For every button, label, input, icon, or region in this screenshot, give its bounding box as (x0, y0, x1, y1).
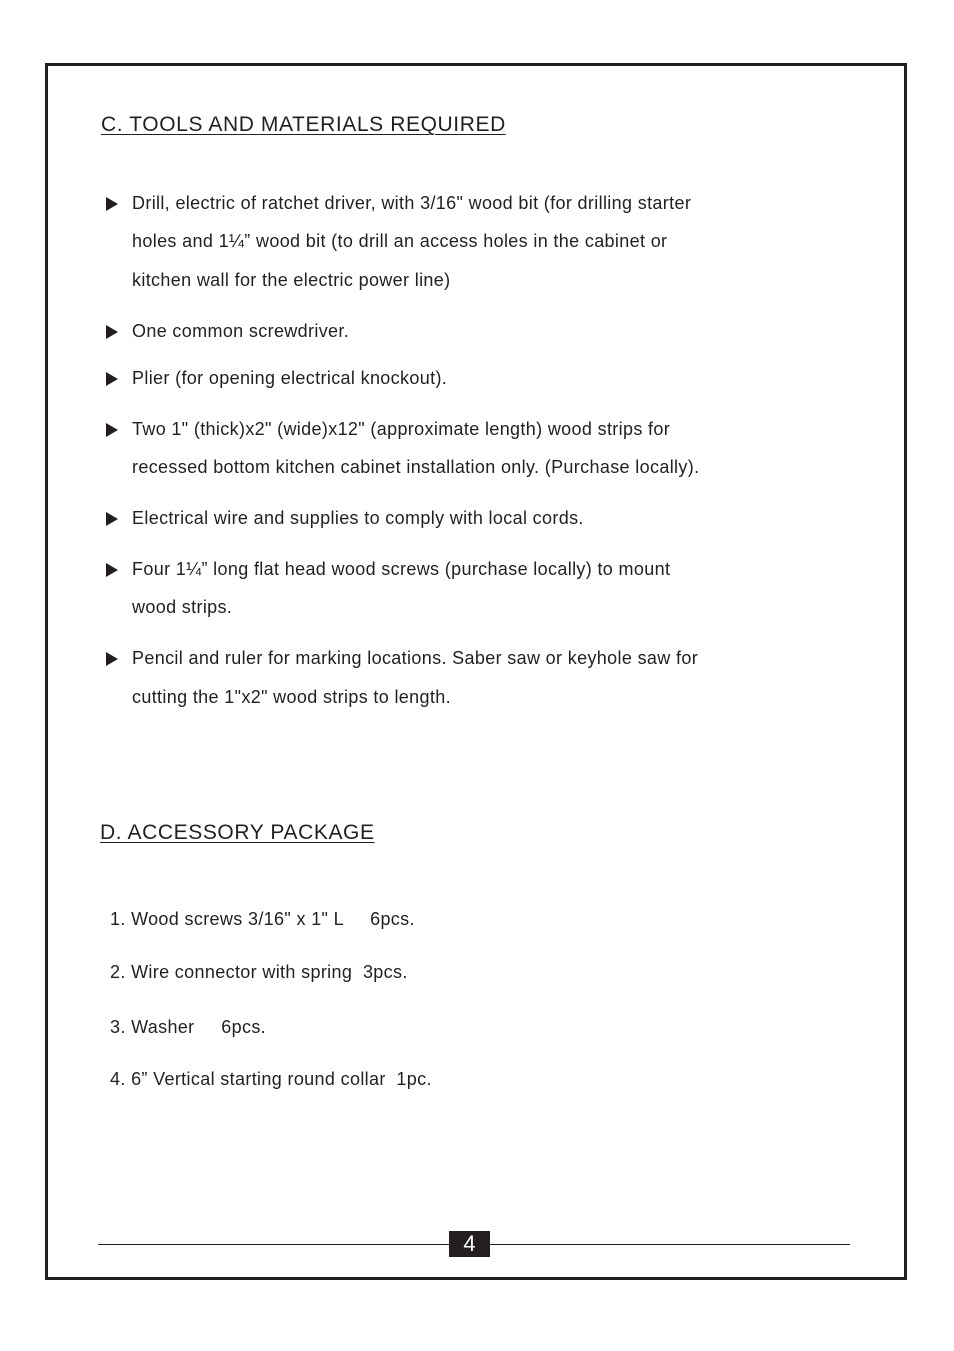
list-item-text: Plier (for opening electrical knockout). (132, 368, 448, 388)
triangle-bullet-icon (106, 512, 118, 526)
accessory-item: 3. Washer 6pcs. (110, 1017, 267, 1037)
list-item-text: One common screwdriver. (132, 321, 350, 341)
list-item-text: Electrical wire and supplies to comply with local cords. (132, 508, 584, 528)
list-item-text: Two 1" (thick)x2" (wide)x12" (approximate length) wood strips for (132, 419, 671, 439)
triangle-bullet-icon (106, 423, 118, 437)
page-number: 4 (449, 1231, 490, 1257)
list-item-text: holes and 1¼” wood bit (to drill an access holes in the cabinet or (132, 231, 668, 251)
list-item-text: Pencil and ruler for marking locations. Saber saw or keyhole saw for (132, 648, 699, 668)
accessory-item: 1. Wood screws 3/16" x 1" L 6pcs. (110, 909, 415, 929)
list-item-text: cutting the 1"x2" wood strips to length. (132, 687, 451, 707)
list-item-text: wood strips. (132, 597, 233, 617)
triangle-bullet-icon (106, 197, 118, 211)
section-title-tools: C. TOOLS AND MATERIALS REQUIRED (101, 113, 506, 136)
list-item-text: Drill, electric of ratchet driver, with 3/16" wood bit (for drilling starter (132, 193, 692, 213)
triangle-bullet-icon (106, 652, 118, 666)
list-item-text: kitchen wall for the electric power line) (132, 270, 451, 290)
list-item-text: Four 1¼” long flat head wood screws (purchase locally) to mount (132, 559, 671, 579)
accessory-item: 4. 6” Vertical starting round collar 1pc. (110, 1069, 432, 1089)
triangle-bullet-icon (106, 325, 118, 339)
list-item-text: recessed bottom kitchen cabinet installation only. (Purchase locally). (132, 457, 700, 477)
triangle-bullet-icon (106, 563, 118, 577)
section-title-accessory: D. ACCESSORY PACKAGE (100, 821, 375, 844)
accessory-item: 2. Wire connector with spring 3pcs. (110, 962, 408, 982)
triangle-bullet-icon (106, 372, 118, 386)
